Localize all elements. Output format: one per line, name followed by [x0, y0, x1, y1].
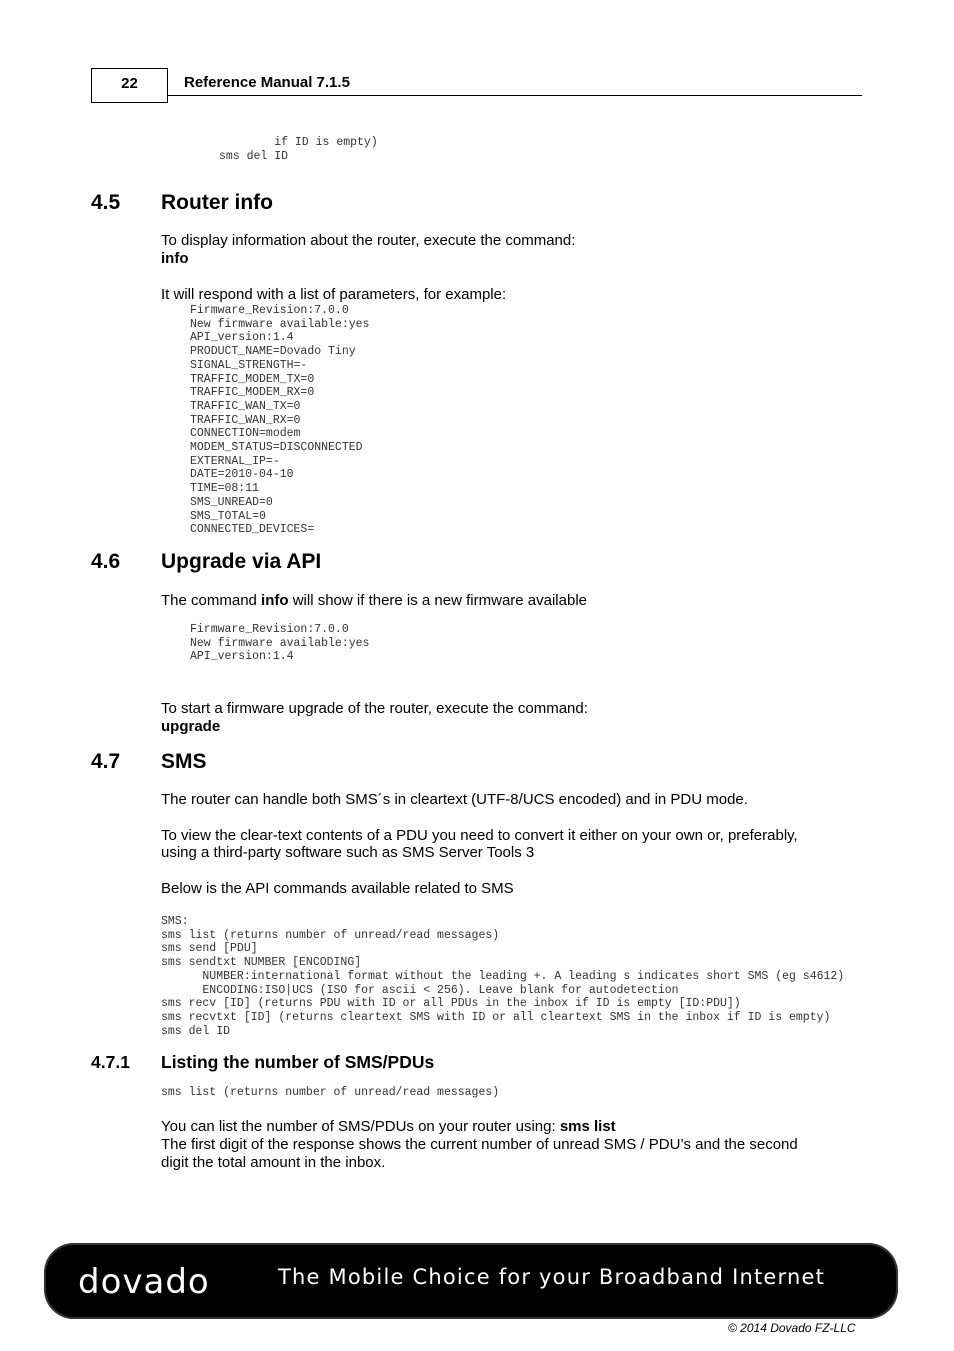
command-info: info [161, 250, 189, 267]
page-number: 22 [91, 68, 168, 103]
paragraph: To start a firmware upgrade of the router, execute the command: [161, 700, 588, 717]
text: The command [161, 592, 262, 609]
inline-command: info [261, 592, 289, 609]
section-number: 4.7 [91, 750, 121, 773]
dovado-logo: dovado [78, 1262, 210, 1302]
section-number: 4.7.1 [91, 1052, 130, 1072]
code-continuation-line1: if ID is empty) [219, 136, 378, 149]
code-block-info-output: Firmware_Revision:7.0.0 New firmware available:yes API_version:1.4 PRODUCT_NAME=Dovado Tiny SIGNAL_STRENGTH=- TRAFFIC_MODEM_TX=0 TRAFFIC_MODEM_RX=0 TRAFFIC_WAN_TX=0 TRAFFIC_WAN_RX=0 CONNECTION=modem MODEM_STATUS=DISCONNECTED EXTERNAL_IP=- DATE=2010-04-10 TIME=08:11 SMS_UNREAD=0 SMS_TOTAL=0 CONNECTED_DEVICES= [190, 304, 370, 537]
paragraph: using a third-party software such as SMS Server Tools 3 [161, 844, 535, 861]
code-block-firmware: Firmware_Revision:7.0.0 New firmware available:yes API_version:1.4 [190, 623, 370, 664]
paragraph: To display information about the router, execute the command: [161, 232, 576, 249]
command-upgrade: upgrade [161, 718, 221, 735]
paragraph [161, 1118, 616, 1136]
inline-command: sms list [559, 1118, 616, 1135]
section-heading-router-info [91, 191, 491, 217]
header-rule [168, 95, 862, 96]
subsection-heading-listing-sms [91, 1052, 591, 1074]
document-title: Reference Manual 7.1.5 [184, 74, 350, 91]
code-continuation-line2: sms del ID [219, 150, 289, 163]
paragraph: To view the clear-text contents of a PDU you need to convert it either on your own or, preferably, [161, 827, 798, 844]
section-title: SMS [161, 750, 207, 773]
paragraph: Below is the API commands available related to SMS [161, 880, 514, 897]
section-heading-sms [91, 750, 491, 776]
footer-tagline: The Mobile Choice for your Broadband Internet [278, 1265, 826, 1289]
copyright: © 2014 Dovado FZ-LLC [728, 1321, 856, 1335]
paragraph: digit the total amount in the inbox. [161, 1154, 386, 1171]
code-line-sms-list: sms list (returns number of unread/read messages) [161, 1086, 500, 1099]
section-title: Listing the number of SMS/PDUs [161, 1052, 435, 1072]
paragraph: The first digit of the response shows the current number of unread SMS / PDU’s and the second [161, 1136, 798, 1153]
section-number: 4.6 [91, 550, 121, 573]
section-title: Upgrade via API [161, 550, 322, 573]
text: You can list the number of SMS/PDUs on your router using: [161, 1118, 560, 1135]
paragraph: It will respond with a list of parameters, for example: [161, 286, 507, 303]
paragraph [161, 592, 587, 610]
section-title: Router info [161, 191, 273, 214]
code-block-sms-commands: SMS: sms list (returns number of unread/read messages) sms send [PDU] sms sendtxt NUMBER [ENCODING] NUMBER:international format without the leading +. A leading s indicates short SMS (eg s4612) ENCODING:ISO|UCS (ISO for ascii < 256). Leave blank for autodetection sms recv [ID] (returns PDU with ID or all PDUs in the inbox if ID is empty [ID:PDU]) sms recvtxt [ID] (returns cleartext SMS with ID or all cleartext SMS in the inbox if ID is empty) sms del ID [161, 915, 845, 1038]
text: will show if there is a new firmware available [288, 592, 587, 609]
section-number: 4.5 [91, 191, 121, 214]
section-heading-upgrade [91, 550, 491, 576]
paragraph: The router can handle both SMS´s in cleartext (UTF-8/UCS encoded) and in PDU mode. [161, 791, 748, 808]
